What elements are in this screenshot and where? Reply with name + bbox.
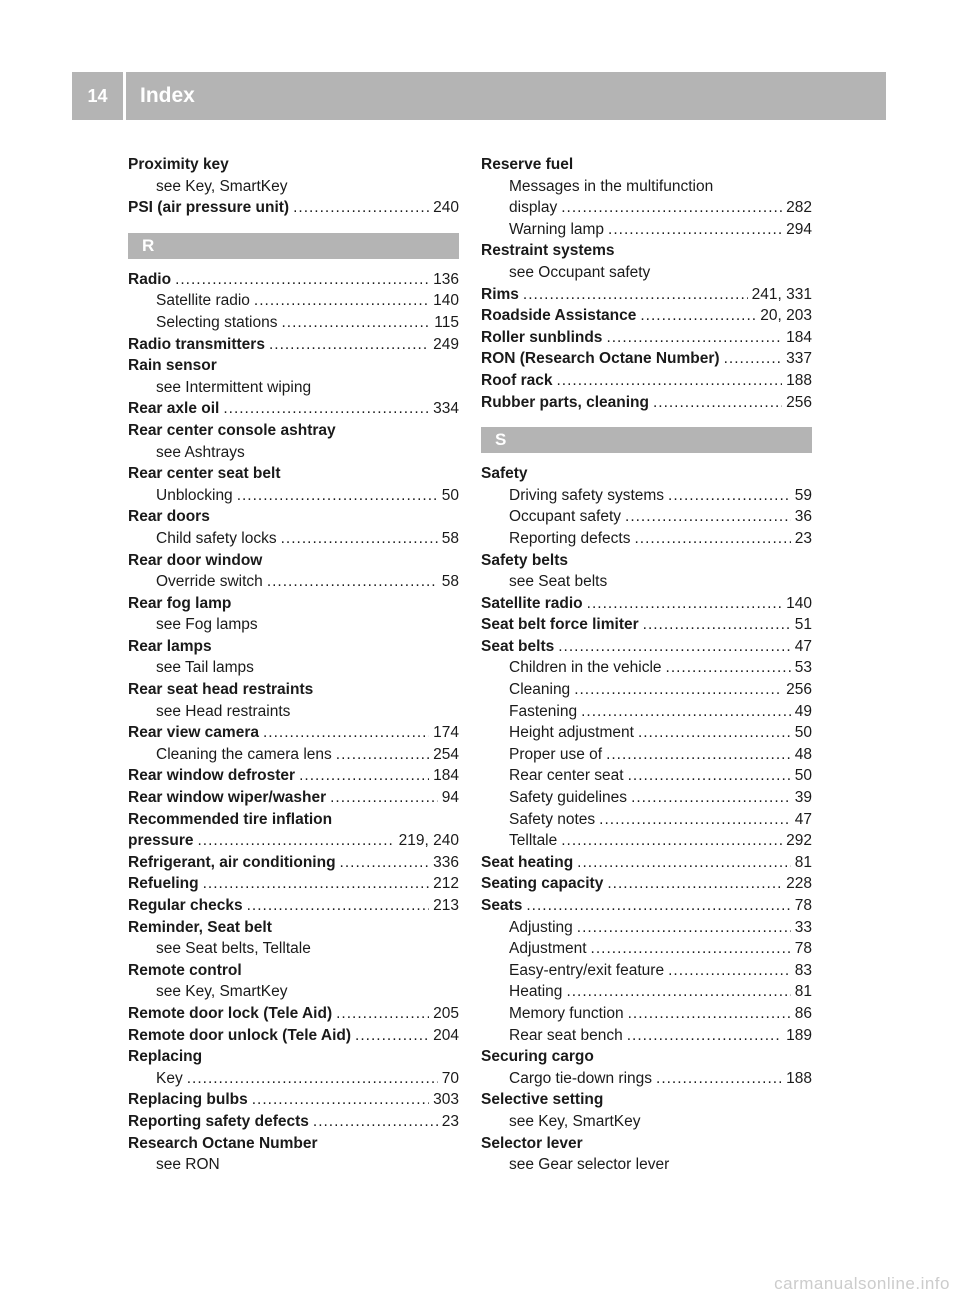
entry-label: Driving safety systems <box>509 486 665 504</box>
index-column-left <box>128 154 459 1176</box>
entry-label: Rear window defroster <box>128 767 296 785</box>
entry-label: see Key, SmartKey <box>156 177 288 195</box>
index-entry <box>128 463 459 485</box>
index-entry <box>128 420 459 442</box>
page-reference[interactable]: 241, 331 <box>751 285 812 303</box>
entry-label: Selector lever <box>481 1134 583 1152</box>
page-reference[interactable]: 81 <box>794 983 812 1001</box>
index-subentry <box>481 506 812 528</box>
page-reference[interactable]: 115 <box>434 313 459 331</box>
index-entry <box>128 873 459 895</box>
entry-label: see Seat belts, Telltale <box>156 940 311 958</box>
index-entry <box>481 305 812 327</box>
page-reference[interactable]: 205 <box>433 1004 459 1022</box>
entry-label: Restraint systems <box>481 242 615 260</box>
entry-label: Seating capacity <box>481 875 604 893</box>
dot-leader <box>638 722 791 744</box>
dot-leader <box>581 701 791 723</box>
page-reference[interactable]: 189 <box>786 1026 812 1044</box>
dot-leader <box>635 528 791 550</box>
page-reference[interactable]: 51 <box>794 616 812 634</box>
index-subentry <box>481 176 812 198</box>
entry-label: see Key, SmartKey <box>509 1112 641 1130</box>
entry-label: RON (Research Octane Number) <box>481 350 720 368</box>
entry-label: Height adjustment <box>509 724 634 742</box>
page-reference[interactable]: 292 <box>786 832 812 850</box>
page-reference[interactable]: 50 <box>794 724 812 742</box>
dot-leader <box>627 1025 782 1047</box>
index-subentry <box>481 765 812 787</box>
dot-leader <box>203 873 430 895</box>
entry-label: Telltale <box>509 832 558 850</box>
page-reference[interactable]: 39 <box>794 789 812 807</box>
index-entry <box>128 1133 459 1155</box>
entry-label: see Tail lamps <box>156 659 254 677</box>
index-entry <box>481 240 812 262</box>
page-reference[interactable]: 336 <box>433 853 459 871</box>
page-reference[interactable]: 240 <box>433 199 459 217</box>
entry-label: Replacing bulbs <box>128 1091 248 1109</box>
section-header: S <box>481 427 812 453</box>
page-reference[interactable]: 49 <box>794 702 812 720</box>
section-header: R <box>128 233 459 259</box>
dot-leader <box>577 852 791 874</box>
page-reference[interactable]: 282 <box>786 199 812 217</box>
index-entry <box>481 593 812 615</box>
entry-label: Heating <box>509 983 563 1001</box>
dot-leader <box>558 636 791 658</box>
index-subentry <box>128 938 459 960</box>
entry-label: see Key, SmartKey <box>156 983 288 1001</box>
index-entry <box>481 1046 812 1068</box>
entry-label: Securing cargo <box>481 1048 594 1066</box>
page-reference[interactable]: 20, 203 <box>760 307 812 325</box>
index-entry <box>481 327 812 349</box>
index-subentry <box>128 981 459 1003</box>
entry-label: Rear door window <box>128 551 263 569</box>
index-subentry <box>481 679 812 701</box>
entry-label: Rubber parts, cleaning <box>481 393 649 411</box>
dot-leader <box>526 895 790 917</box>
dot-leader <box>607 873 782 895</box>
index-subentry <box>128 528 459 550</box>
index-entry <box>481 348 812 370</box>
entry-label: Rear lamps <box>128 637 212 655</box>
entry-label: Radio transmitters <box>128 335 265 353</box>
dot-leader <box>247 895 430 917</box>
entry-label: see Gear selector lever <box>509 1156 670 1174</box>
index-entry <box>128 550 459 572</box>
entry-label: Adjustment <box>509 940 587 958</box>
page-reference[interactable]: 219, 240 <box>398 832 459 850</box>
index-subentry <box>128 744 459 766</box>
dot-leader <box>336 1003 429 1025</box>
entry-label: Occupant safety <box>509 508 622 526</box>
page-reference[interactable]: 48 <box>794 745 812 763</box>
dot-leader <box>608 219 782 241</box>
dot-leader <box>591 938 791 960</box>
entry-label: Child safety locks <box>156 529 277 547</box>
dot-leader <box>561 830 782 852</box>
entry-label: Safety belts <box>481 551 569 569</box>
entry-label: Proximity key <box>128 156 229 173</box>
entry-label: see Fog lamps <box>156 616 258 634</box>
entry-label: Adjusting <box>509 918 573 936</box>
dot-leader <box>254 290 429 312</box>
entry-label: Seats <box>481 897 523 914</box>
dot-leader <box>263 722 429 744</box>
index-subentry <box>481 262 812 284</box>
entry-label: Override switch <box>156 573 263 591</box>
entry-label: Remote control <box>128 961 242 979</box>
entry-label: Safety notes <box>509 810 596 828</box>
dot-leader <box>269 334 429 356</box>
dot-leader <box>267 571 438 593</box>
index-entry <box>128 917 459 939</box>
entry-label: Key <box>156 1069 183 1087</box>
entry-label: Reporting safety defects <box>128 1112 309 1130</box>
page-reference[interactable]: 86 <box>794 1004 812 1022</box>
page-reference[interactable]: 81 <box>794 853 812 871</box>
page-reference[interactable]: 184 <box>433 767 459 785</box>
dot-leader <box>175 269 429 291</box>
index-entry <box>128 852 459 874</box>
entry-label: see Head restraints <box>156 702 291 720</box>
entry-label: Remote door unlock (Tele Aid) <box>128 1026 352 1044</box>
entry-label: Roadside Assistance <box>481 307 637 325</box>
page-reference[interactable]: 59 <box>794 486 812 504</box>
dot-leader <box>640 305 756 327</box>
entry-label: see Occupant safety <box>509 263 651 281</box>
entry-label: Rear seat head restraints <box>128 681 314 699</box>
page-reference[interactable]: 50 <box>794 767 812 785</box>
page-reference[interactable]: 140 <box>433 292 459 310</box>
entry-label: Rear window wiper/washer <box>128 789 327 807</box>
dot-leader <box>566 981 790 1003</box>
entry-label: Recommended tire inflation <box>128 810 333 828</box>
entry-label: Proper use of <box>509 745 603 763</box>
entry-label: Children in the vehicle <box>509 659 662 677</box>
page-reference[interactable]: 23 <box>794 529 812 547</box>
index-entry <box>128 636 459 658</box>
page-number: 14 <box>72 72 126 120</box>
page-reference[interactable]: 58 <box>441 529 459 547</box>
index-subentry <box>128 614 459 636</box>
dot-leader <box>625 506 791 528</box>
entry-label: Rear seat bench <box>509 1026 623 1044</box>
page-reference[interactable]: 36 <box>794 508 812 526</box>
page-reference[interactable]: 47 <box>794 637 812 655</box>
index-entry <box>128 1003 459 1025</box>
index-entry <box>128 1025 459 1047</box>
index-entry <box>128 1089 459 1111</box>
dot-leader <box>282 312 431 334</box>
index-entry <box>128 809 459 831</box>
dot-leader <box>666 657 791 679</box>
index-entry <box>481 392 812 414</box>
entry-label: Safety guidelines <box>509 789 628 807</box>
entry-label: Rear fog lamp <box>128 594 232 612</box>
index-subentry <box>481 1068 812 1090</box>
page-reference[interactable]: 204 <box>433 1026 459 1044</box>
index-subentry <box>128 290 459 312</box>
page-reference[interactable]: 70 <box>441 1069 459 1087</box>
index-entry <box>128 1046 459 1068</box>
index-entry <box>481 550 812 572</box>
dot-leader <box>252 1089 429 1111</box>
page-reference[interactable]: 140 <box>786 594 812 612</box>
index-entry <box>128 593 459 615</box>
entry-label: Messages in the multifunction <box>509 177 714 195</box>
index-subentry <box>481 1154 812 1176</box>
page-reference[interactable]: 228 <box>786 875 812 893</box>
entry-label: Rear center seat <box>509 767 624 785</box>
index-subentry <box>481 701 812 723</box>
index-entry <box>128 830 459 852</box>
index-subentry <box>128 1068 459 1090</box>
page-reference[interactable]: 78 <box>794 897 812 914</box>
page-title: Index <box>140 84 195 107</box>
index-entry <box>128 765 459 787</box>
page-reference[interactable]: 136 <box>433 270 459 288</box>
entry-label: Roof rack <box>481 371 553 389</box>
index-entry <box>128 334 459 356</box>
index-subentry <box>481 787 812 809</box>
dot-leader <box>606 327 782 349</box>
dot-leader <box>223 398 429 420</box>
dot-leader <box>523 284 748 306</box>
entry-label: Regular checks <box>128 897 243 914</box>
entry-label: Rims <box>481 285 519 303</box>
index-subentry <box>481 219 812 241</box>
dot-leader <box>668 485 791 507</box>
index-entry <box>481 852 812 874</box>
index-entry <box>128 722 459 744</box>
dot-leader <box>237 485 438 507</box>
dot-leader <box>606 744 791 766</box>
dot-leader <box>599 809 791 831</box>
index-entry <box>481 1089 812 1111</box>
entry-label: Rain sensor <box>128 357 217 375</box>
page-reference[interactable]: 303 <box>433 1091 459 1109</box>
index-entry <box>128 506 459 528</box>
index-subentry <box>481 830 812 852</box>
page-reference[interactable]: 47 <box>794 810 812 828</box>
dot-leader <box>574 679 782 701</box>
index-subentry <box>128 485 459 507</box>
index-subentry <box>481 1111 812 1133</box>
index-entry <box>128 895 459 917</box>
index-subentry <box>128 377 459 399</box>
entry-label: Roller sunblinds <box>481 328 603 346</box>
page-reference[interactable]: 256 <box>786 681 812 699</box>
page-reference[interactable]: 213 <box>433 897 459 914</box>
page-reference[interactable]: 174 <box>433 724 459 742</box>
dot-leader <box>643 614 791 636</box>
index-entry <box>481 614 812 636</box>
index-entry <box>128 679 459 701</box>
index-entry <box>128 787 459 809</box>
dot-leader <box>557 370 783 392</box>
entry-label: Easy-entry/exit feature <box>509 961 665 979</box>
index-subentry <box>481 197 812 219</box>
entry-label: Satellite radio <box>481 594 583 612</box>
index-subentry <box>481 938 812 960</box>
entry-label: see RON <box>156 1156 220 1174</box>
entry-label: Cleaning the camera lens <box>156 745 332 763</box>
page-reference[interactable]: 188 <box>786 1069 812 1087</box>
page-reference[interactable]: 53 <box>794 659 812 677</box>
index-subentry <box>128 701 459 723</box>
entry-label: Radio <box>128 270 172 288</box>
index-entry <box>128 197 459 219</box>
index-subentry <box>481 917 812 939</box>
page-reference[interactable]: 23 <box>441 1112 459 1130</box>
dot-leader <box>313 1111 438 1133</box>
page-reference[interactable]: 184 <box>786 328 812 346</box>
index-subentry <box>128 442 459 464</box>
page-reference[interactable]: 212 <box>433 875 459 893</box>
index-entry <box>481 1133 812 1155</box>
entry-label: Rear center console ashtray <box>128 421 336 439</box>
dot-leader <box>577 917 791 939</box>
index-entry <box>128 355 459 377</box>
entry-label: Rear axle oil <box>128 400 220 418</box>
entry-label: see Seat belts <box>509 573 608 591</box>
index-entry <box>128 154 459 176</box>
entry-label: Seat belt force limiter <box>481 616 639 634</box>
dot-leader <box>336 744 429 766</box>
entry-label: display <box>509 199 558 217</box>
watermark: carmanualsonline.info <box>774 1274 950 1293</box>
entry-label: see Intermittent wiping <box>156 378 312 396</box>
dot-leader <box>668 960 791 982</box>
dot-leader <box>197 830 394 852</box>
index-subentry <box>481 809 812 831</box>
index-subentry <box>481 981 812 1003</box>
entry-label: Warning lamp <box>509 220 605 238</box>
dot-leader <box>281 528 438 550</box>
index-entry <box>128 1111 459 1133</box>
index-entry <box>481 370 812 392</box>
entry-label: Seat belts <box>481 637 555 655</box>
page-reference[interactable]: 83 <box>794 961 812 979</box>
index-subentry <box>128 312 459 334</box>
entry-label: Cleaning <box>509 681 571 699</box>
index-subentry <box>481 722 812 744</box>
dot-leader <box>628 1003 791 1025</box>
entry-label: PSI (air pressure unit) <box>128 199 290 217</box>
page-reference[interactable]: 33 <box>794 918 812 936</box>
dot-leader <box>355 1025 429 1047</box>
entry-label: Reminder, Seat belt <box>128 918 272 936</box>
entry-label: Seat heating <box>481 853 574 871</box>
dot-leader <box>299 765 429 787</box>
dot-leader <box>631 787 791 809</box>
index-subentry <box>128 176 459 198</box>
index-subentry <box>128 657 459 679</box>
entry-label: Unblocking <box>156 486 233 504</box>
index-entry <box>128 269 459 291</box>
index-entry <box>481 284 812 306</box>
entry-label: Cargo tie-down rings <box>509 1069 653 1087</box>
page-reference[interactable]: 294 <box>786 220 812 238</box>
page-reference[interactable]: 78 <box>794 940 812 958</box>
entry-label: Rear view camera <box>128 724 259 742</box>
index-subentry <box>481 571 812 593</box>
page-reference[interactable]: 94 <box>441 789 459 807</box>
entry-label: Fastening <box>509 702 578 720</box>
index-subentry <box>481 657 812 679</box>
dot-leader <box>587 593 782 615</box>
dot-leader <box>187 1068 438 1090</box>
entry-label: see Ashtrays <box>156 443 245 461</box>
entry-label: pressure <box>128 832 194 850</box>
index-entry <box>128 398 459 420</box>
dot-leader <box>330 787 438 809</box>
page-reference[interactable]: 334 <box>433 400 459 418</box>
entry-label: Refrigerant, air conditioning <box>128 853 336 871</box>
index-subentry <box>481 744 812 766</box>
page-reference[interactable]: 249 <box>433 335 459 353</box>
page-reference[interactable]: 254 <box>433 745 459 763</box>
entry-label: Refueling <box>128 875 199 893</box>
page-header <box>72 72 886 120</box>
page-reference[interactable]: 50 <box>441 486 459 504</box>
entry-label: Replacing <box>128 1048 203 1066</box>
index-subentry <box>481 1003 812 1025</box>
dot-leader <box>628 765 791 787</box>
index-entry <box>481 895 812 917</box>
entry-label: Rear doors <box>128 508 210 526</box>
entry-label: Research Octane Number <box>128 1134 318 1152</box>
index-entry <box>481 636 812 658</box>
entry-label: Rear center seat belt <box>128 465 281 483</box>
dot-leader <box>656 1068 782 1090</box>
index-subentry <box>128 1154 459 1176</box>
index-entry <box>128 960 459 982</box>
page-reference[interactable]: 256 <box>786 393 812 411</box>
index-subentry <box>481 1025 812 1047</box>
entry-label: Safety <box>481 465 528 483</box>
entry-label: Reporting defects <box>509 529 631 547</box>
index-entry <box>481 463 812 485</box>
page-reference[interactable]: 337 <box>786 350 812 368</box>
dot-leader <box>653 392 782 414</box>
entry-label: Memory function <box>509 1004 624 1022</box>
dot-leader <box>724 348 783 370</box>
dot-leader <box>340 852 430 874</box>
index-subentry <box>481 485 812 507</box>
index-entry <box>481 873 812 895</box>
entry-label: Remote door lock (Tele Aid) <box>128 1004 333 1022</box>
index-entry <box>481 154 812 176</box>
page-reference[interactable]: 188 <box>786 371 812 389</box>
entry-label: Satellite radio <box>156 292 250 310</box>
dot-leader <box>293 197 429 219</box>
entry-label: Selecting stations <box>156 313 278 331</box>
index-column-right <box>481 154 812 1176</box>
entry-label: Selective setting <box>481 1091 604 1109</box>
index-subentry <box>481 528 812 550</box>
index-subentry <box>128 571 459 593</box>
page-reference[interactable]: 58 <box>441 573 459 591</box>
entry-label: Reserve fuel <box>481 156 574 173</box>
index-subentry <box>481 960 812 982</box>
dot-leader <box>561 197 782 219</box>
